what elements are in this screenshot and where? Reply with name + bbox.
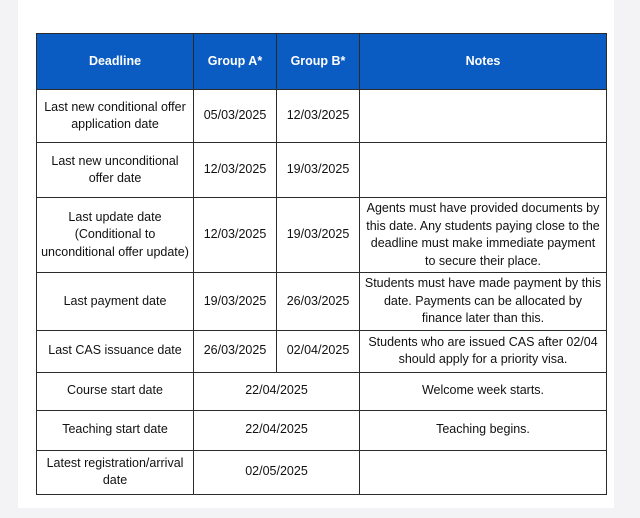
cell-both-groups: 02/05/2025 — [194, 450, 360, 494]
cell-group-a: 05/03/2025 — [194, 90, 277, 143]
cell-deadline: Teaching start date — [37, 410, 194, 450]
cell-group-b: 19/03/2025 — [277, 198, 360, 273]
table-header-row — [37, 34, 607, 90]
cell-group-b: 26/03/2025 — [277, 273, 360, 331]
table-row — [37, 273, 607, 331]
cell-group-a: 12/03/2025 — [194, 143, 277, 198]
cell-group-a: 26/03/2025 — [194, 330, 277, 372]
cell-notes: Students who are issued CAS after 02/04 should apply for a priority visa. — [360, 330, 607, 372]
document-page — [18, 0, 614, 508]
cell-deadline: Last new unconditional offer date — [37, 143, 194, 198]
table-row — [37, 372, 607, 410]
cell-deadline: Last update date (Conditional to unconditional offer update) — [37, 198, 194, 273]
table-row — [37, 90, 607, 143]
cell-group-b: 19/03/2025 — [277, 143, 360, 198]
header-group-b: Group B* — [277, 34, 360, 90]
cell-both-groups: 22/04/2025 — [194, 372, 360, 410]
table-row — [37, 198, 607, 273]
table-row — [37, 450, 607, 494]
cell-group-b: 02/04/2025 — [277, 330, 360, 372]
table-row — [37, 410, 607, 450]
cell-notes — [360, 90, 607, 143]
cell-deadline: Course start date — [37, 372, 194, 410]
cell-group-a: 12/03/2025 — [194, 198, 277, 273]
cell-group-a: 19/03/2025 — [194, 273, 277, 331]
deadlines-table — [36, 33, 607, 495]
cell-deadline: Latest registration/arrival date — [37, 450, 194, 494]
header-group-a: Group A* — [194, 34, 277, 90]
cell-deadline: Last payment date — [37, 273, 194, 331]
table-row — [37, 330, 607, 372]
header-notes: Notes — [360, 34, 607, 90]
cell-both-groups: 22/04/2025 — [194, 410, 360, 450]
cell-deadline: Last CAS issuance date — [37, 330, 194, 372]
cell-notes: Students must have made payment by this date. Payments can be allocated by finance later than this. — [360, 273, 607, 331]
cell-notes: Welcome week starts. — [360, 372, 607, 410]
cell-notes — [360, 450, 607, 494]
cell-deadline: Last new conditional offer application date — [37, 90, 194, 143]
cell-notes: Teaching begins. — [360, 410, 607, 450]
header-deadline: Deadline — [37, 34, 194, 90]
table-row — [37, 143, 607, 198]
cell-notes: Agents must have provided documents by this date. Any students paying close to the deadline must make immediate payment to secure their place. — [360, 198, 607, 273]
cell-notes — [360, 143, 607, 198]
cell-group-b: 12/03/2025 — [277, 90, 360, 143]
